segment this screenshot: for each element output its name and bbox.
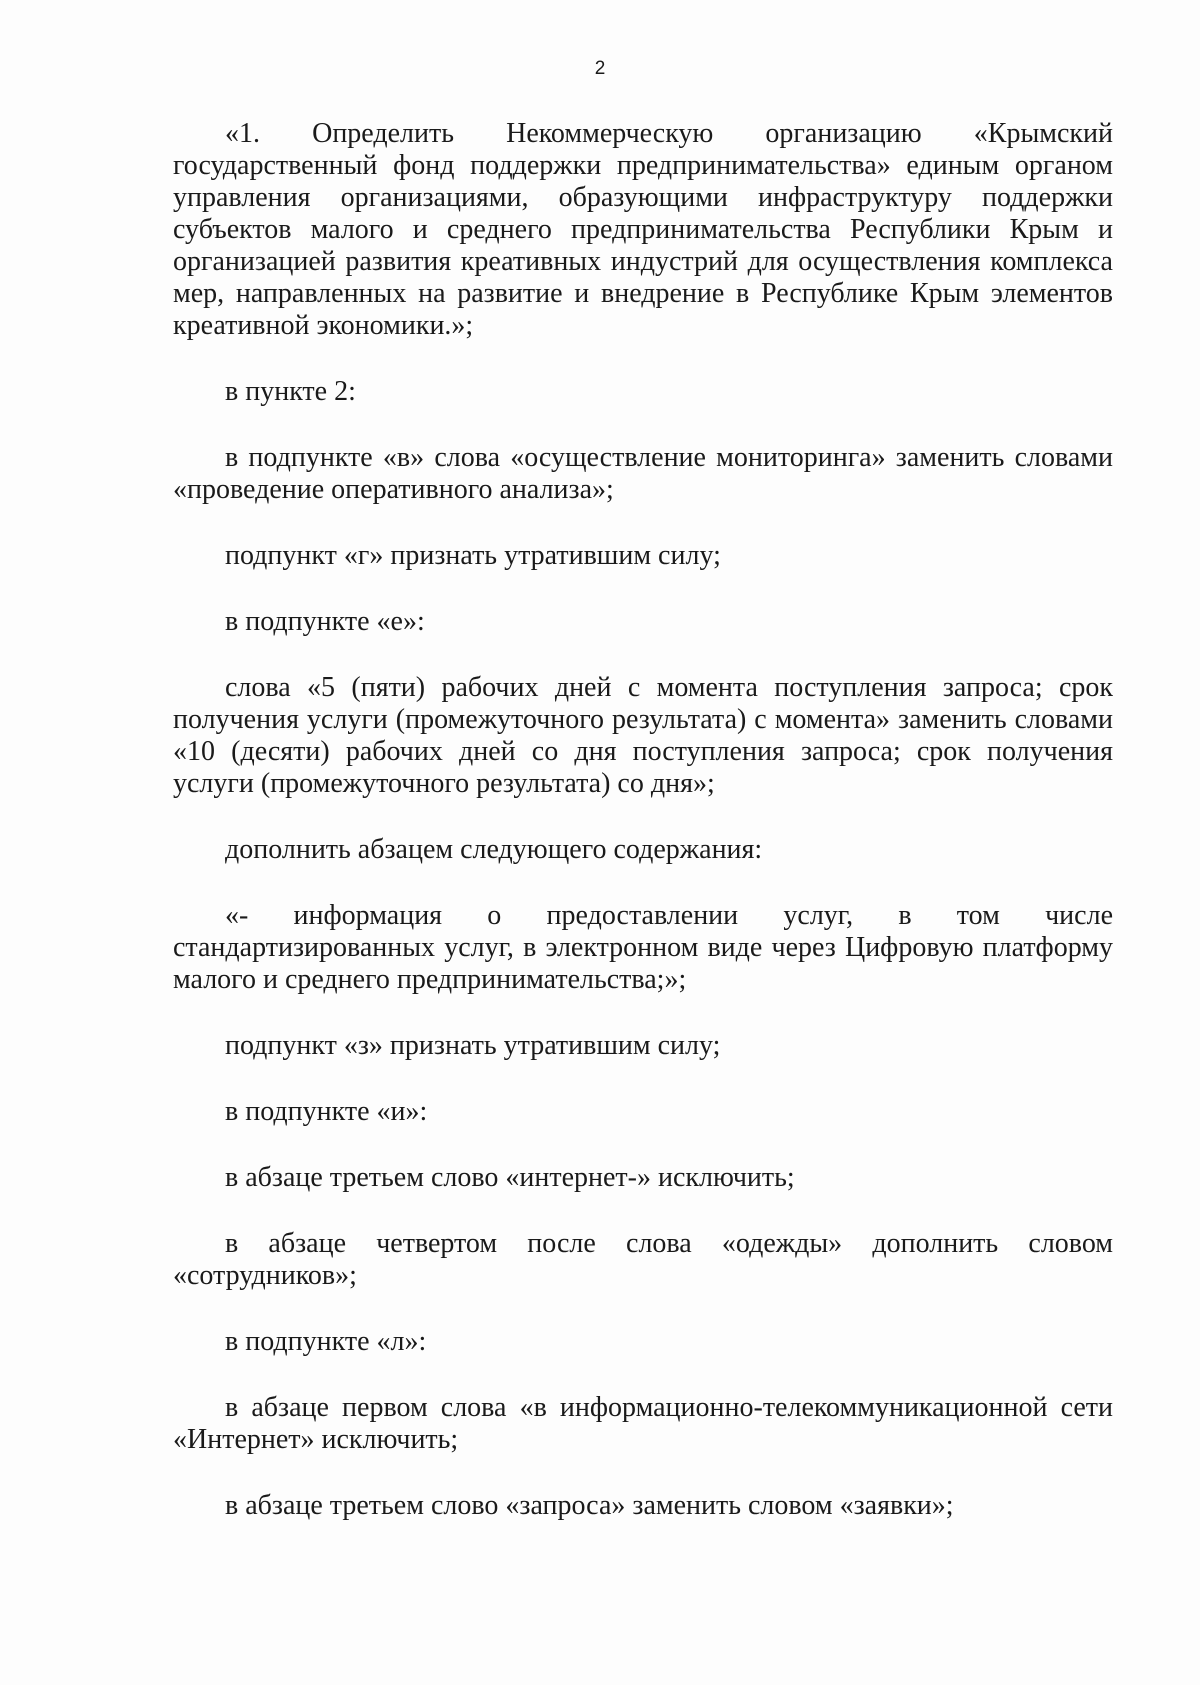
paragraph-subpoint-g: подпункт «г» признать утратившим силу; (225, 540, 721, 571)
paragraph-subpoint-v: в подпункте «в» слова «осуществление мониторинга» заменить словами «проведение оперативного анализа»; (173, 442, 1113, 505)
paragraph-subpoint-z: подпункт «з» признать утратившим силу; (225, 1030, 721, 1061)
paragraph-clause-1: «1. Определить Некоммерческую организацию «Крымский государственный фонд поддержки предпринимательства» единым органом управления организациями, образующими инфраструктуру поддержки субъектов малого и среднего предпринимательства Республики Крым и организацией развития креативных индустрий для осуществления комплекса мер, направленных на развитие и внедрение в Республике Крым элементов креативной экономики.»; (173, 118, 1113, 341)
document-body (173, 118, 1113, 1556)
paragraph-abzac-third-zapros: в абзаце третьем слово «запроса» заменить словом «заявки»; (225, 1490, 954, 1521)
page-number: 2 (594, 58, 606, 79)
paragraph-add-abzac: дополнить абзацем следующего содержания: (225, 834, 763, 865)
paragraph-subpoint-e-words: слова «5 (пяти) рабочих дней с момента поступления запроса; срок получения услуги (промежуточного результата) с момента» заменить словами «10 (десяти) рабочих дней со дня поступления запроса; срок получения услуги (промежуточного результата) со дня»; (173, 672, 1113, 799)
paragraph-abzac-third-internet: в абзаце третьем слово «интернет-» исключить; (225, 1162, 795, 1193)
paragraph-subpoint-e-intro: в подпункте «е»: (225, 606, 425, 637)
paragraph-subpoint-l-intro: в подпункте «л»: (225, 1326, 427, 1357)
paragraph-abzac-first-internet: в абзаце первом слова «в информационно-телекоммуникационной сети «Интернет» исключить; (173, 1392, 1113, 1455)
paragraph-subpoint-i-intro: в подпункте «и»: (225, 1096, 428, 1127)
paragraph-point-2: в пункте 2: (225, 376, 356, 407)
paragraph-abzac-fourth: в абзаце четвертом после слова «одежды» дополнить словом «сотрудников»; (173, 1228, 1113, 1291)
paragraph-quoted-info: «- информация о предоставлении услуг, в том числе стандартизированных услуг, в электронном виде через Цифровую платформу малого и среднего предпринимательства;»; (173, 900, 1113, 995)
